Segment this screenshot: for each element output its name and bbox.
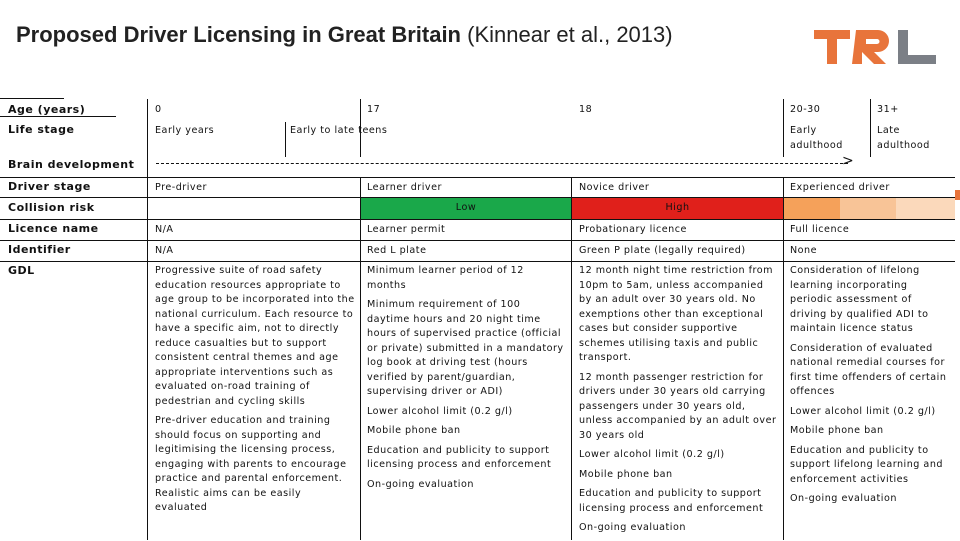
gdl-learner	[367, 264, 565, 497]
gdl-experienced-item: Lower alcohol limit (0.2 g/l)	[790, 405, 936, 417]
header-brain-development: Brain development	[8, 158, 135, 171]
gdl-novice-item: 12 month passenger restriction for drivers under 30 years old carrying passengers under 30 years old, unless accompanied by an adult over 30 years old	[579, 371, 777, 441]
gdl-novice-item: Mobile phone ban	[579, 468, 673, 480]
header-age: Age (years)	[8, 103, 86, 116]
gdl-novice	[579, 264, 777, 541]
licence-novice: Probationary licence	[579, 224, 687, 235]
rule-col-label	[147, 99, 148, 540]
gdl-experienced-item: Mobile phone ban	[790, 425, 884, 436]
gdl-experienced-item: Education and publicity to support lifelong learning and enforcement activities	[790, 444, 943, 485]
gdl-experienced-item: Consideration of lifelong learning incorporating periodic assessment of driving by qualified ADI to maintain licence status	[790, 265, 929, 334]
gdl-novice-item: Education and publicity to support licensing process and enforcement	[579, 488, 764, 514]
trl-logo	[812, 26, 940, 68]
age-17: 17	[367, 104, 381, 115]
slide-title-citation: (Kinnear et al., 2013)	[467, 22, 673, 47]
gdl-novice-item: Lower alcohol limit (0.2 g/l)	[579, 449, 725, 460]
identifier-pre: N/A	[155, 245, 174, 256]
age-31-plus: 31+	[877, 104, 899, 115]
gdl-pre-driver	[155, 264, 355, 521]
collision-label-low: Low	[455, 202, 477, 213]
rule-col-18	[571, 177, 572, 540]
gdl-learner-item: Lower alcohol limit (0.2 g/l)	[367, 405, 513, 417]
header-gdl: GDL	[8, 264, 35, 277]
collision-band-experienced-1	[784, 198, 840, 219]
age-0: 0	[155, 104, 162, 115]
identifier-experienced: None	[790, 245, 818, 256]
rule-top	[0, 98, 64, 99]
licence-pre: N/A	[155, 224, 174, 235]
gdl-learner-item: On-going evaluation	[367, 478, 474, 490]
life-stage-late-adulthood: Late adulthood	[877, 125, 930, 151]
rule-col-20	[783, 99, 784, 157]
header-licence-name: Licence name	[8, 222, 99, 235]
life-stage-early-adulthood: Early adulthood	[790, 125, 843, 151]
slide-title	[16, 22, 673, 48]
gdl-learner-item: Education and publicity to support licensing process and enforcement	[367, 444, 552, 470]
licence-learner: Learner permit	[367, 224, 446, 235]
gdl-experienced-item: On-going evaluation	[790, 493, 897, 504]
rule-identifier-bottom	[0, 261, 955, 262]
header-driver-stage: Driver stage	[8, 180, 91, 193]
age-20-30: 20-30	[790, 104, 821, 115]
brain-development-arrow-head: >	[842, 153, 854, 169]
driver-stage-learner: Learner driver	[367, 182, 442, 193]
gdl-pre-driver-item: Progressive suite of road safety education resources appropriate to age group to be incorporated into the national curriculum. Each resource to have a specific aim, not to directly reduce casualties but to support consistent central themes and age appropriate interventions such as evaluated on-road training of pedestrian and cycling skills	[155, 265, 355, 407]
gdl-novice-item: On-going evaluation	[579, 522, 686, 533]
licence-experienced: Full licence	[790, 224, 850, 235]
life-stage-early-years: Early years	[155, 125, 215, 136]
gdl-learner-item: Minimum requirement of 100 daytime hours and 20 night time hours of supervised practice (official or private) submitted in a mandatory log book at driving test (hours verified by parent/guardian, supervising driver or ADI)	[367, 299, 564, 397]
header-identifier: Identifier	[8, 243, 71, 256]
identifier-learner: Red L plate	[367, 245, 427, 256]
rule-licence-bottom	[0, 240, 955, 241]
gdl-novice-item: 12 month night time restriction from 10pm to 5am, unless accompanied by an adult over 30 years old. No exemptions other than exceptional cases but consider supportive schemes utilising taxis and public transport.	[579, 265, 773, 363]
life-stage-teens: Early to late teens	[290, 125, 388, 136]
age-18: 18	[579, 104, 593, 115]
collision-band-experienced-3	[896, 198, 955, 219]
rule-col-31	[870, 99, 871, 157]
identifier-novice: Green P plate (legally required)	[579, 245, 746, 256]
gdl-experienced	[790, 264, 950, 512]
gdl-experienced-item: Consideration of evaluated national remedial courses for first time offenders of certain offences	[790, 342, 947, 397]
rule-collision-bottom	[0, 219, 955, 220]
rule-col-teens	[285, 122, 286, 157]
collision-label-high: High	[665, 202, 690, 213]
gdl-learner-item: Minimum learner period of 12 months	[367, 265, 524, 291]
driver-stage-experienced: Experienced driver	[790, 182, 890, 193]
collision-band-experienced-2	[840, 198, 896, 219]
header-collision-risk: Collision risk	[8, 201, 95, 214]
rule-col-20b	[783, 177, 784, 540]
gdl-learner-item: Mobile phone ban	[367, 425, 461, 436]
rule-brain-bottom	[0, 177, 955, 178]
rule-age-underline	[0, 116, 116, 117]
rule-col-17b	[360, 177, 361, 540]
slide-title-bold: Proposed Driver Licensing in Great Britain	[16, 22, 461, 47]
slide-accent	[955, 190, 960, 200]
header-life-stage: Life stage	[8, 123, 75, 136]
driver-stage-pre: Pre-driver	[155, 182, 207, 193]
trl-logo-mark	[812, 26, 940, 68]
brain-development-arrow-line	[156, 163, 848, 164]
gdl-pre-driver-item: Pre-driver education and training should focus on supporting and legitimising the licensing process, engaging with parents to encourage practice and parental enforcement. Realistic aims can be easily evaluated	[155, 415, 347, 513]
driver-stage-novice: Novice driver	[579, 182, 650, 193]
